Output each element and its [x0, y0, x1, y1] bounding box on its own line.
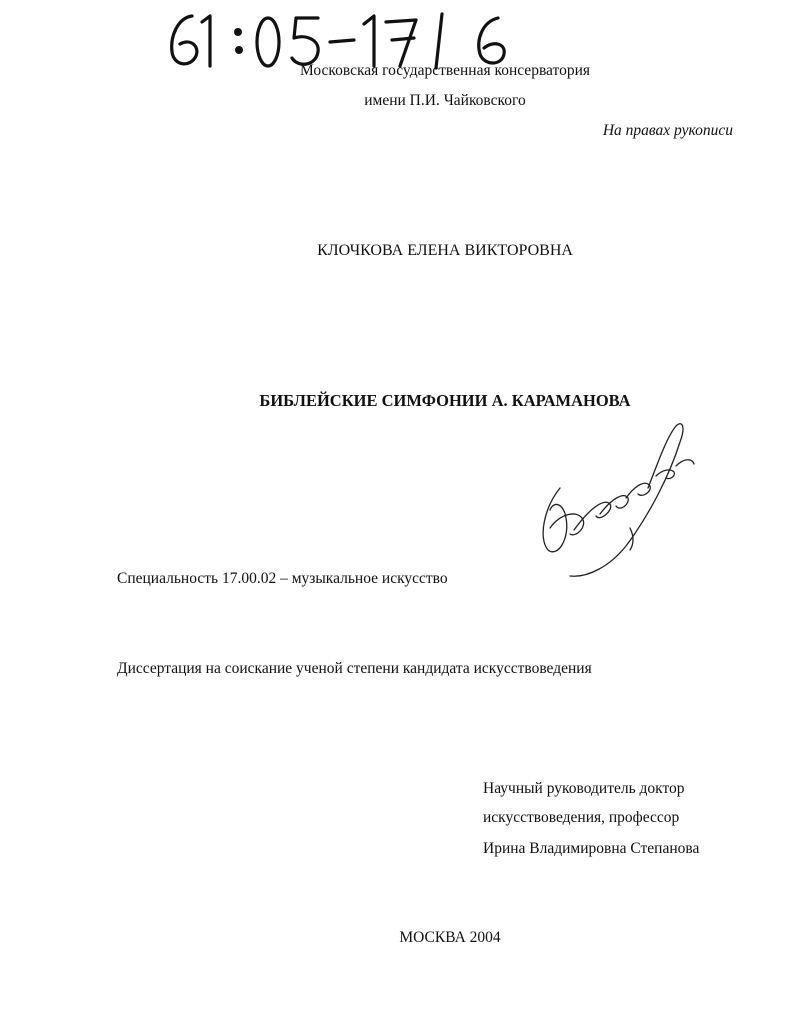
supervisor-line: искусствоведения, профессор — [483, 809, 680, 826]
signature-image — [530, 418, 705, 588]
supervisor-name: Ирина Владимировна Степанова — [483, 840, 700, 857]
dissertation-title: БИБЛЕЙСКИЕ СИМФОНИИ А. КАРАМАНОВА — [259, 391, 631, 410]
speciality-line: Специальность 17.00.02 – музыкальное искусство — [117, 570, 448, 587]
supervisor-line: Научный руководитель доктор — [483, 780, 685, 797]
institution-name: Московская государственная консерватория — [299, 62, 591, 79]
institution-subname: имени П.И. Чайковского — [364, 92, 526, 109]
author-name: КЛОЧКОВА ЕЛЕНА ВИКТОРОВНА — [317, 242, 573, 259]
city-year: МОСКВА 2004 — [399, 929, 501, 946]
dissertation-note: Диссертация на соискание ученой степени кандидата искусствоведения — [117, 660, 592, 677]
rights-note: На правах рукописи — [602, 122, 733, 139]
